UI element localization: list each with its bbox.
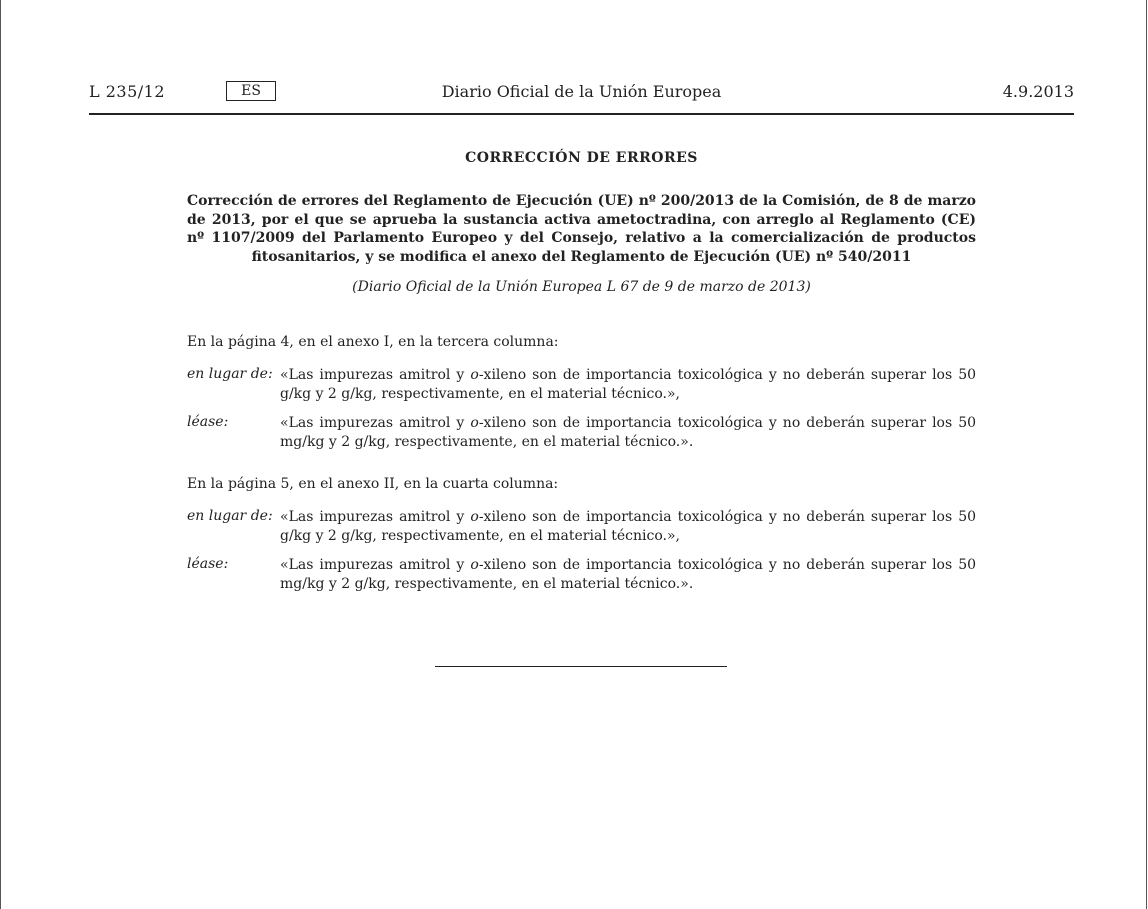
instead-of-text: «Las impurezas amitrol y o-xileno son de importancia toxicológica y no deberán superar los 50 g/kg y 2 g/kg, respectivamente, en el material técnico.», — [280, 509, 977, 544]
document-title: Corrección de errores del Reglamento de Ejecución (UE) nº 200/2013 de la Comisión, de 8 de marzo de 2013, por el que se aprueba la sustancia activa ametoctradina, con arreglo al Reglamento (CE) nº 1107/2009 del Parlamento Europeo y del Consejo, relativo a la comercialización de productos fitosanitarios, y se modifica el anexo del Reglamento de Ejecución (UE) nº 540/2011 — [187, 193, 976, 265]
page-border-right — [1146, 0, 1147, 909]
read-label: léase: — [187, 556, 229, 572]
instead-of-text: «Las impurezas amitrol y o-xileno son de importancia toxicológica y no deberán superar los 50 g/kg y 2 g/kg, respectivamente, en el material técnico.», — [280, 367, 977, 402]
series-page-number: L 235/12 — [89, 82, 165, 101]
page-border-left — [0, 0, 1, 909]
read-label: léase: — [187, 414, 229, 430]
publication-date: 4.9.2013 — [1002, 82, 1074, 101]
source-reference: (Diario Oficial de la Unión Europea L 67 de 9 de marzo de 2013) — [352, 279, 811, 295]
header-rule — [89, 113, 1074, 115]
language-badge: ES — [226, 81, 276, 101]
read-text: «Las impurezas amitrol y o-xileno son de importancia toxicológica y no deberán superar los 50 mg/kg y 2 g/kg, respectivamente, en el material técnico.». — [280, 415, 977, 450]
instead-of-label: en lugar de: — [187, 366, 273, 382]
read-text: «Las impurezas amitrol y o-xileno son de importancia toxicológica y no deberán superar los 50 mg/kg y 2 g/kg, respectivamente, en el material técnico.». — [280, 557, 977, 592]
instead-of-label: en lugar de: — [187, 508, 273, 524]
end-rule — [435, 666, 727, 667]
correction-intro: En la página 4, en el anexo I, en la tercera columna: — [187, 334, 559, 350]
page-header — [89, 80, 1074, 104]
correction-intro: En la página 5, en el anexo II, en la cuarta columna: — [187, 476, 559, 492]
section-title: CORRECCIÓN DE ERRORES — [465, 150, 698, 166]
journal-title: Diario Oficial de la Unión Europea — [441, 82, 722, 101]
